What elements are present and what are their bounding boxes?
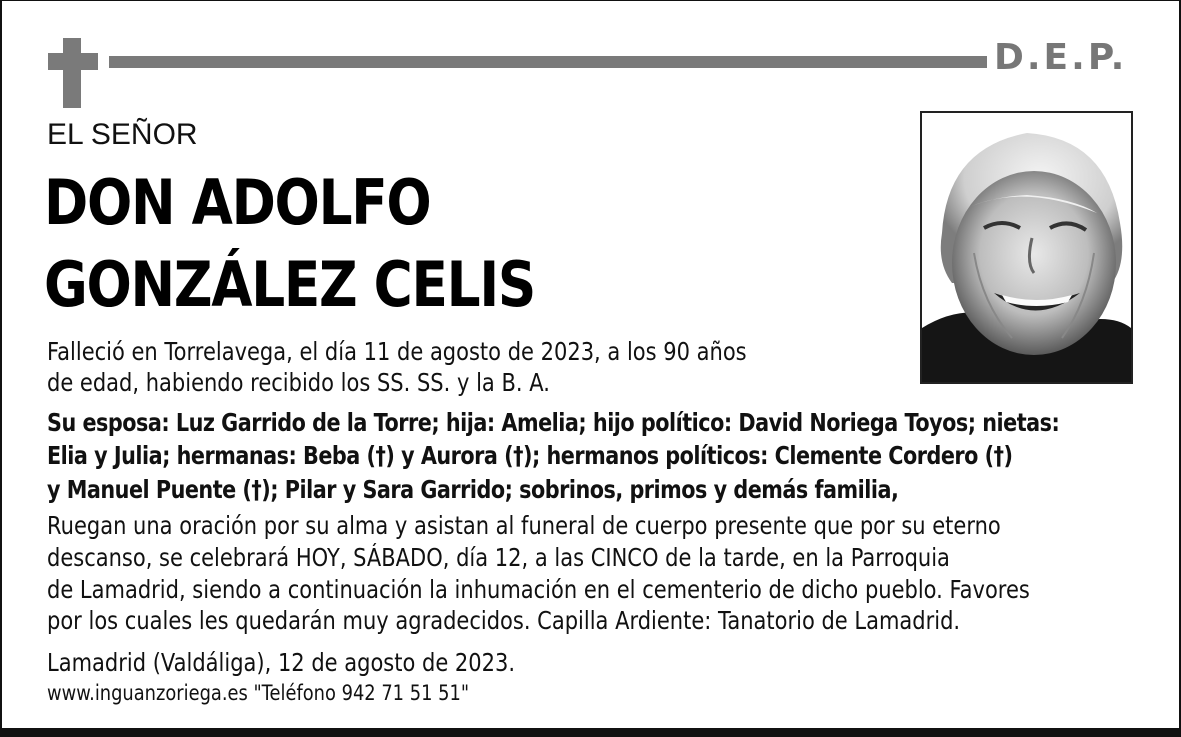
cross-icon-arm (48, 53, 98, 70)
family-line: y Manuel Puente (†); Pilar y Sara Garrido; sobrinos, primos y demás familia, (47, 475, 899, 504)
funeral-request-line: Ruegan una oración por su alma y asistan al funeral de cuerpo presente que por su eterno (47, 511, 1001, 540)
honorific: EL SEÑOR (47, 118, 198, 151)
death-notice-line: de edad, habiendo recibido los SS. SS. y la B. A. (47, 368, 550, 397)
header-rule (109, 56, 987, 68)
deceased-name-line-1: DON ADOLFO (44, 166, 431, 239)
contact-line: www.inguanzoriega.es "Teléfono 942 71 51 51" (47, 681, 470, 705)
funeral-request-line: descanso, se celebrará HOY, SÁBADO, día 12, a las CINCO de la tarde, en la Parroquia (47, 543, 950, 572)
dep-badge: D.E.P. (994, 37, 1128, 78)
place-date: Lamadrid (Valdáliga), 12 de agosto de 2023. (47, 648, 516, 677)
funeral-request-line: de Lamadrid, siendo a continuación la inhumación en el cementerio de dicho pueblo. Favores (47, 575, 1030, 604)
death-notice-line: Falleció en Torrelavega, el día 11 de agosto de 2023, a los 90 años (47, 337, 747, 366)
deceased-name-line-2: GONZÁLEZ CELIS (44, 248, 535, 321)
cross-icon (63, 38, 81, 108)
family-line: Elia y Julia; hermanas: Beba (†) y Aurora (†); hermanos políticos: Clemente Cordero (†) (47, 441, 1013, 470)
family-line: Su esposa: Luz Garrido de la Torre; hija: Amelia; hijo político: David Noriega Toyos; nietas: (47, 408, 1060, 437)
funeral-request-line: por los cuales les quedarán muy agradecidos. Capilla Ardiente: Tanatorio de Lamadrid. (47, 606, 961, 635)
portrait-photo (920, 111, 1133, 384)
portrait-image (922, 113, 1131, 382)
